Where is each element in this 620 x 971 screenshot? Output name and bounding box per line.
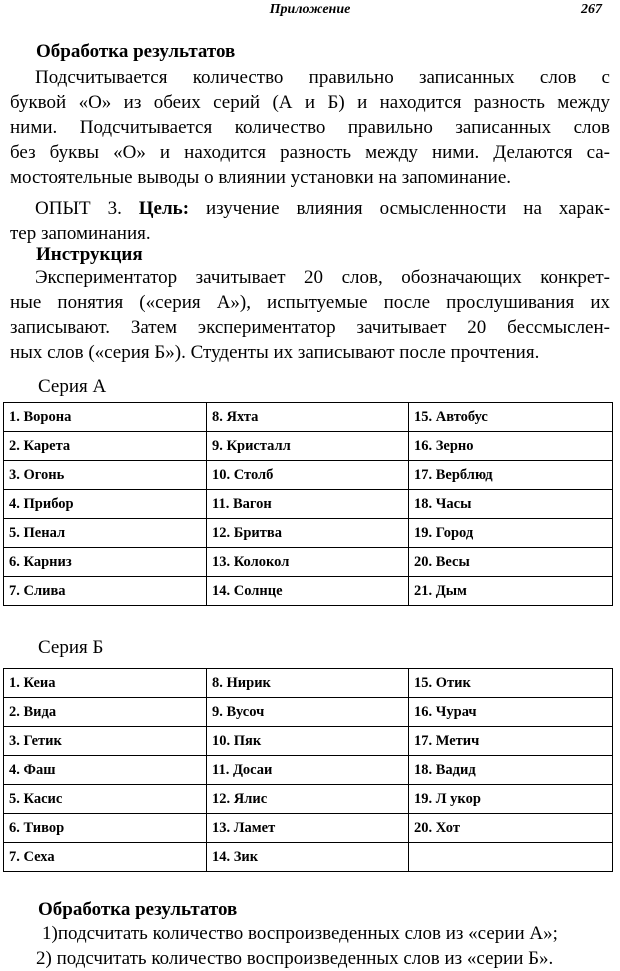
word-cell: 8. Яхта xyxy=(207,403,409,432)
word-cell: 2. Вида xyxy=(4,698,207,727)
running-header xyxy=(0,0,620,20)
experiment-3-line xyxy=(10,196,610,221)
word-cell: 15. Отик xyxy=(409,669,613,698)
word-cell: 11. Вагон xyxy=(207,490,409,519)
word-cell: 15. Автобус xyxy=(409,403,613,432)
word-cell: 8. Нирик xyxy=(207,669,409,698)
word-cell: 18. Часы xyxy=(409,490,613,519)
word-cell: 20. Весы xyxy=(409,548,613,577)
paragraph-line: ные понятия («серия А»), испытуемые после прослушивания их xyxy=(10,292,610,313)
table-row xyxy=(4,669,613,698)
word-cell: 13. Ламет xyxy=(207,814,409,843)
processing-heading-1: Обработка результатов xyxy=(36,41,236,62)
word-cell: 14. Солнце xyxy=(207,577,409,606)
word-cell: 7. Сеха xyxy=(4,843,207,872)
table-row xyxy=(4,403,613,432)
table-row xyxy=(4,519,613,548)
paragraph-line: ных слов («серия Б»). Студенты их записывают после прочтения. xyxy=(10,342,540,363)
table-row xyxy=(4,548,613,577)
series-a-caption: Серия А xyxy=(38,376,107,397)
section-title: Приложение xyxy=(269,2,351,17)
paragraph-line: записывают. Затем экспериментатор зачитывает 20 бессмыслен- xyxy=(10,317,610,338)
list-item: 1)подсчитать количество воспроизведенных слов из «серии А»; xyxy=(42,923,558,944)
paragraph-line: Подсчитывается количество правильно записанных слов с xyxy=(35,67,610,88)
table-row xyxy=(4,577,613,606)
processing-list xyxy=(36,921,616,971)
experiment-label: ОПЫТ 3. xyxy=(35,198,122,219)
word-cell: 16. Зерно xyxy=(409,432,613,461)
word-cell: 5. Касис xyxy=(4,785,207,814)
word-cell: 1. Кеиа xyxy=(4,669,207,698)
word-cell: 19. Город xyxy=(409,519,613,548)
word-cell: 6. Карниз xyxy=(4,548,207,577)
table-row xyxy=(4,785,613,814)
word-cell: 10. Пяк xyxy=(207,727,409,756)
word-cell: 16. Чурач xyxy=(409,698,613,727)
word-cell: 21. Дым xyxy=(409,577,613,606)
word-cell: 7. Слива xyxy=(4,577,207,606)
paragraph-line: без буквы «О» и находится разность между ними. Делаются са- xyxy=(10,142,610,163)
word-cell: 6. Тивор xyxy=(4,814,207,843)
word-cell: 17. Метич xyxy=(409,727,613,756)
instruction-heading: Инструкция xyxy=(36,244,143,265)
paragraph-line: мостоятельные выводы о влиянии установки на запоминание. xyxy=(10,167,512,188)
list-item: 2) подсчитать количество воспроизведенных слов из «серии Б». xyxy=(36,948,554,969)
table-row xyxy=(4,432,613,461)
experiment-3-paragraph xyxy=(10,196,610,246)
word-cell: 12. Ялис xyxy=(207,785,409,814)
table-row xyxy=(4,698,613,727)
page-number: 267 xyxy=(581,2,602,17)
word-cell: 14. Зик xyxy=(207,843,409,872)
instruction-paragraph xyxy=(10,265,610,365)
word-cell: 19. Л укор xyxy=(409,785,613,814)
word-cell: 17. Верблюд xyxy=(409,461,613,490)
word-cell: 11. Досаи xyxy=(207,756,409,785)
word-cell: 9. Вусоч xyxy=(207,698,409,727)
goal-text: изучение влияния осмысленности на харак- xyxy=(205,198,611,219)
word-cell: 3. Огонь xyxy=(4,461,207,490)
word-cell: 1. Ворона xyxy=(4,403,207,432)
word-cell: 3. Гетик xyxy=(4,727,207,756)
word-cell: 9. Кристалл xyxy=(207,432,409,461)
processing-paragraph-1 xyxy=(10,65,610,190)
word-cell: 4. Фаш xyxy=(4,756,207,785)
paragraph-line: ними. Подсчитывается количество правильно записанных слов xyxy=(10,117,610,138)
table-row xyxy=(4,461,613,490)
word-cell: 2. Карета xyxy=(4,432,207,461)
series-b-table xyxy=(3,668,613,872)
word-cell: 12. Бритва xyxy=(207,519,409,548)
table-row xyxy=(4,756,613,785)
table-row xyxy=(4,727,613,756)
word-cell: 13. Колокол xyxy=(207,548,409,577)
word-cell: 18. Вадид xyxy=(409,756,613,785)
word-cell: 5. Пенал xyxy=(4,519,207,548)
paragraph-line: Экспериментатор зачитывает 20 слов, обозначающих конкрет- xyxy=(35,267,610,288)
series-a-table xyxy=(3,402,613,606)
table-row xyxy=(4,814,613,843)
paragraph-line: буквой «О» из обеих серий (А и Б) и находится разность между xyxy=(10,92,610,113)
word-cell: 4. Прибор xyxy=(4,490,207,519)
series-b-caption: Серия Б xyxy=(38,637,104,658)
goal-line-2: тер запоминания. xyxy=(10,223,151,244)
word-cell: 10. Столб xyxy=(207,461,409,490)
word-cell: 20. Хот xyxy=(409,814,613,843)
word-cell xyxy=(409,843,613,872)
table-row xyxy=(4,490,613,519)
processing-heading-2: Обработка результатов xyxy=(38,899,238,920)
table-row xyxy=(4,843,613,872)
goal-label: Цель: xyxy=(138,198,190,219)
